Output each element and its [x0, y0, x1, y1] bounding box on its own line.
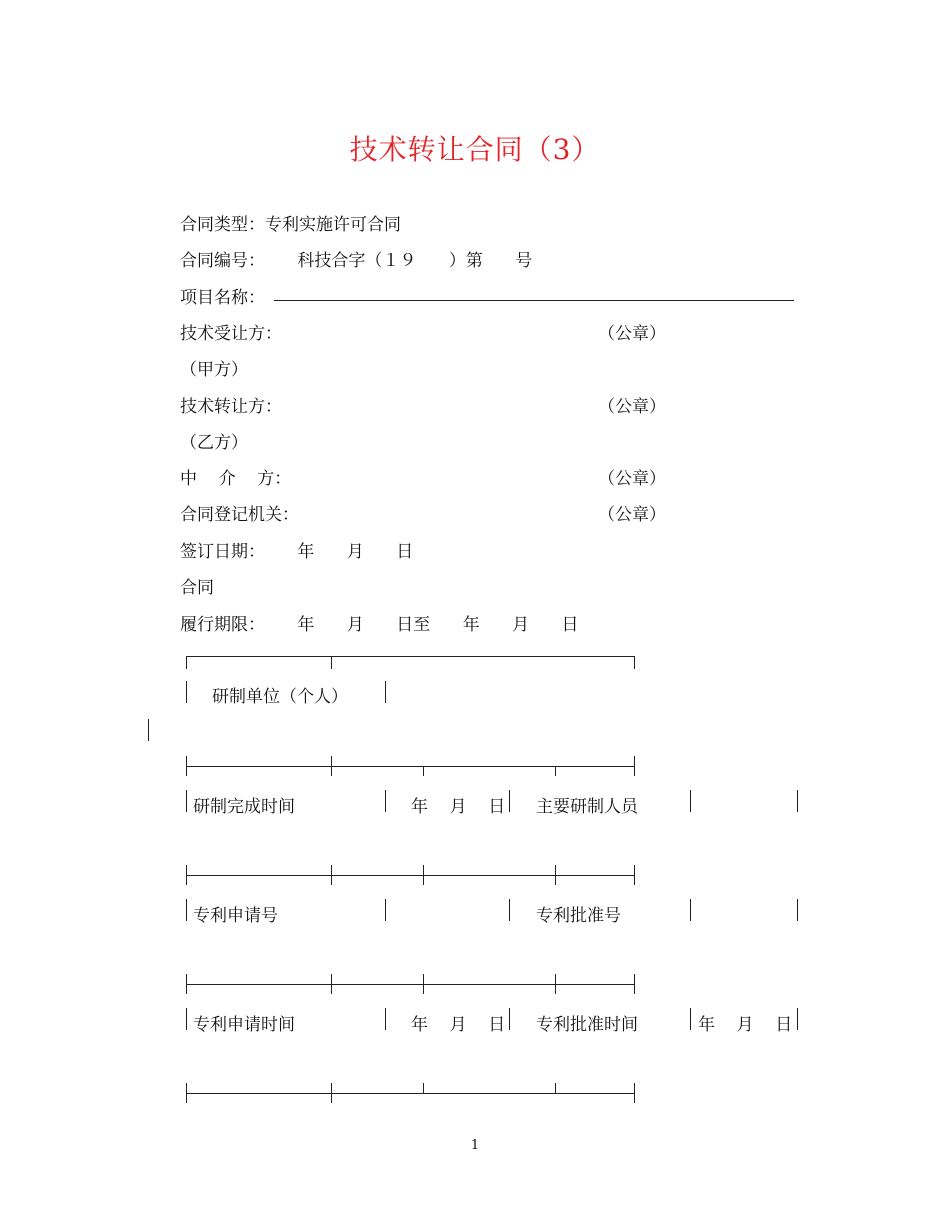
contract-type: 合同类型：专利实施许可合同 — [180, 215, 401, 235]
table-border — [423, 1083, 424, 1093]
table-border — [634, 974, 635, 994]
table-border — [634, 656, 635, 669]
patent-grant-no-label: 专利批准号 — [536, 906, 621, 926]
project-name-blank — [274, 300, 794, 301]
seal-transferee: （公章） — [598, 324, 666, 344]
table-border — [385, 681, 386, 703]
table-border — [186, 1008, 187, 1030]
main-staff-label: 主要研制人员 — [536, 797, 638, 817]
party-a-label: （甲方） — [180, 360, 248, 380]
table-border — [690, 790, 691, 812]
contract-number: 合同编号： 科技合字（１９ ）第 号 — [180, 251, 533, 271]
patent-grant-date: 年 月 日 — [698, 1015, 793, 1035]
table-border — [186, 1093, 635, 1094]
table-border — [423, 974, 424, 994]
table-border — [186, 984, 635, 985]
transferee-label: 技术受让方： — [180, 324, 282, 344]
table-border — [385, 1008, 386, 1030]
table-border — [186, 756, 187, 776]
dev-unit-label: 研制单位（个人） — [212, 687, 348, 707]
table-border — [385, 790, 386, 812]
transferor-label: 技术转让方： — [180, 397, 282, 417]
patent-app-no-label: 专利申请号 — [193, 906, 278, 926]
table-border — [186, 681, 187, 703]
contract-word: 合同 — [180, 578, 214, 598]
completion-date: 年 月 日 — [411, 797, 506, 817]
table-border — [186, 766, 635, 767]
table-border — [555, 1083, 556, 1093]
table-border — [186, 875, 635, 876]
table-border — [634, 1083, 635, 1103]
seal-intermediary: （公章） — [598, 469, 666, 489]
table-border — [634, 865, 635, 885]
table-border — [690, 899, 691, 921]
term-period: 履行期限： 年 月 日至 年 月 日 — [180, 615, 579, 635]
table-border — [509, 899, 510, 921]
table-border — [509, 790, 510, 812]
table-border — [423, 766, 424, 776]
registry-label: 合同登记机关： — [180, 505, 299, 525]
table-border — [186, 974, 187, 994]
table-border — [690, 1008, 691, 1030]
table-border — [186, 1083, 187, 1103]
patent-grant-time-label: 专利批准时间 — [536, 1015, 638, 1035]
patent-app-date: 年 月 日 — [411, 1015, 506, 1035]
table-border — [797, 899, 798, 921]
table-border — [331, 865, 332, 885]
table-border — [423, 865, 424, 885]
table-border — [331, 1083, 332, 1103]
table-border — [148, 719, 149, 741]
table-border — [331, 756, 332, 776]
table-border — [186, 656, 635, 657]
project-name-label: 项目名称： — [180, 288, 265, 308]
sign-date: 签订日期： 年 月 日 — [180, 542, 414, 562]
table-border — [555, 974, 556, 994]
table-border — [797, 790, 798, 812]
table-border — [331, 974, 332, 994]
seal-registry: （公章） — [598, 505, 666, 525]
seal-transferor: （公章） — [598, 397, 666, 417]
table-border — [797, 1008, 798, 1030]
table-border — [634, 756, 635, 776]
document-title: 技术转让合同（3） — [349, 133, 601, 166]
table-border — [331, 656, 332, 669]
table-border — [186, 656, 187, 669]
table-border — [186, 899, 187, 921]
intermediary-label: 中 介 方： — [180, 469, 292, 489]
table-border — [555, 766, 556, 776]
table-border — [186, 865, 187, 885]
completion-time-label: 研制完成时间 — [193, 797, 295, 817]
page-number: 1 — [470, 1138, 480, 1153]
table-border — [385, 899, 386, 921]
patent-app-time-label: 专利申请时间 — [193, 1015, 295, 1035]
table-border — [186, 790, 187, 812]
party-b-label: （乙方） — [180, 433, 248, 453]
table-border — [555, 865, 556, 885]
table-border — [509, 1008, 510, 1030]
